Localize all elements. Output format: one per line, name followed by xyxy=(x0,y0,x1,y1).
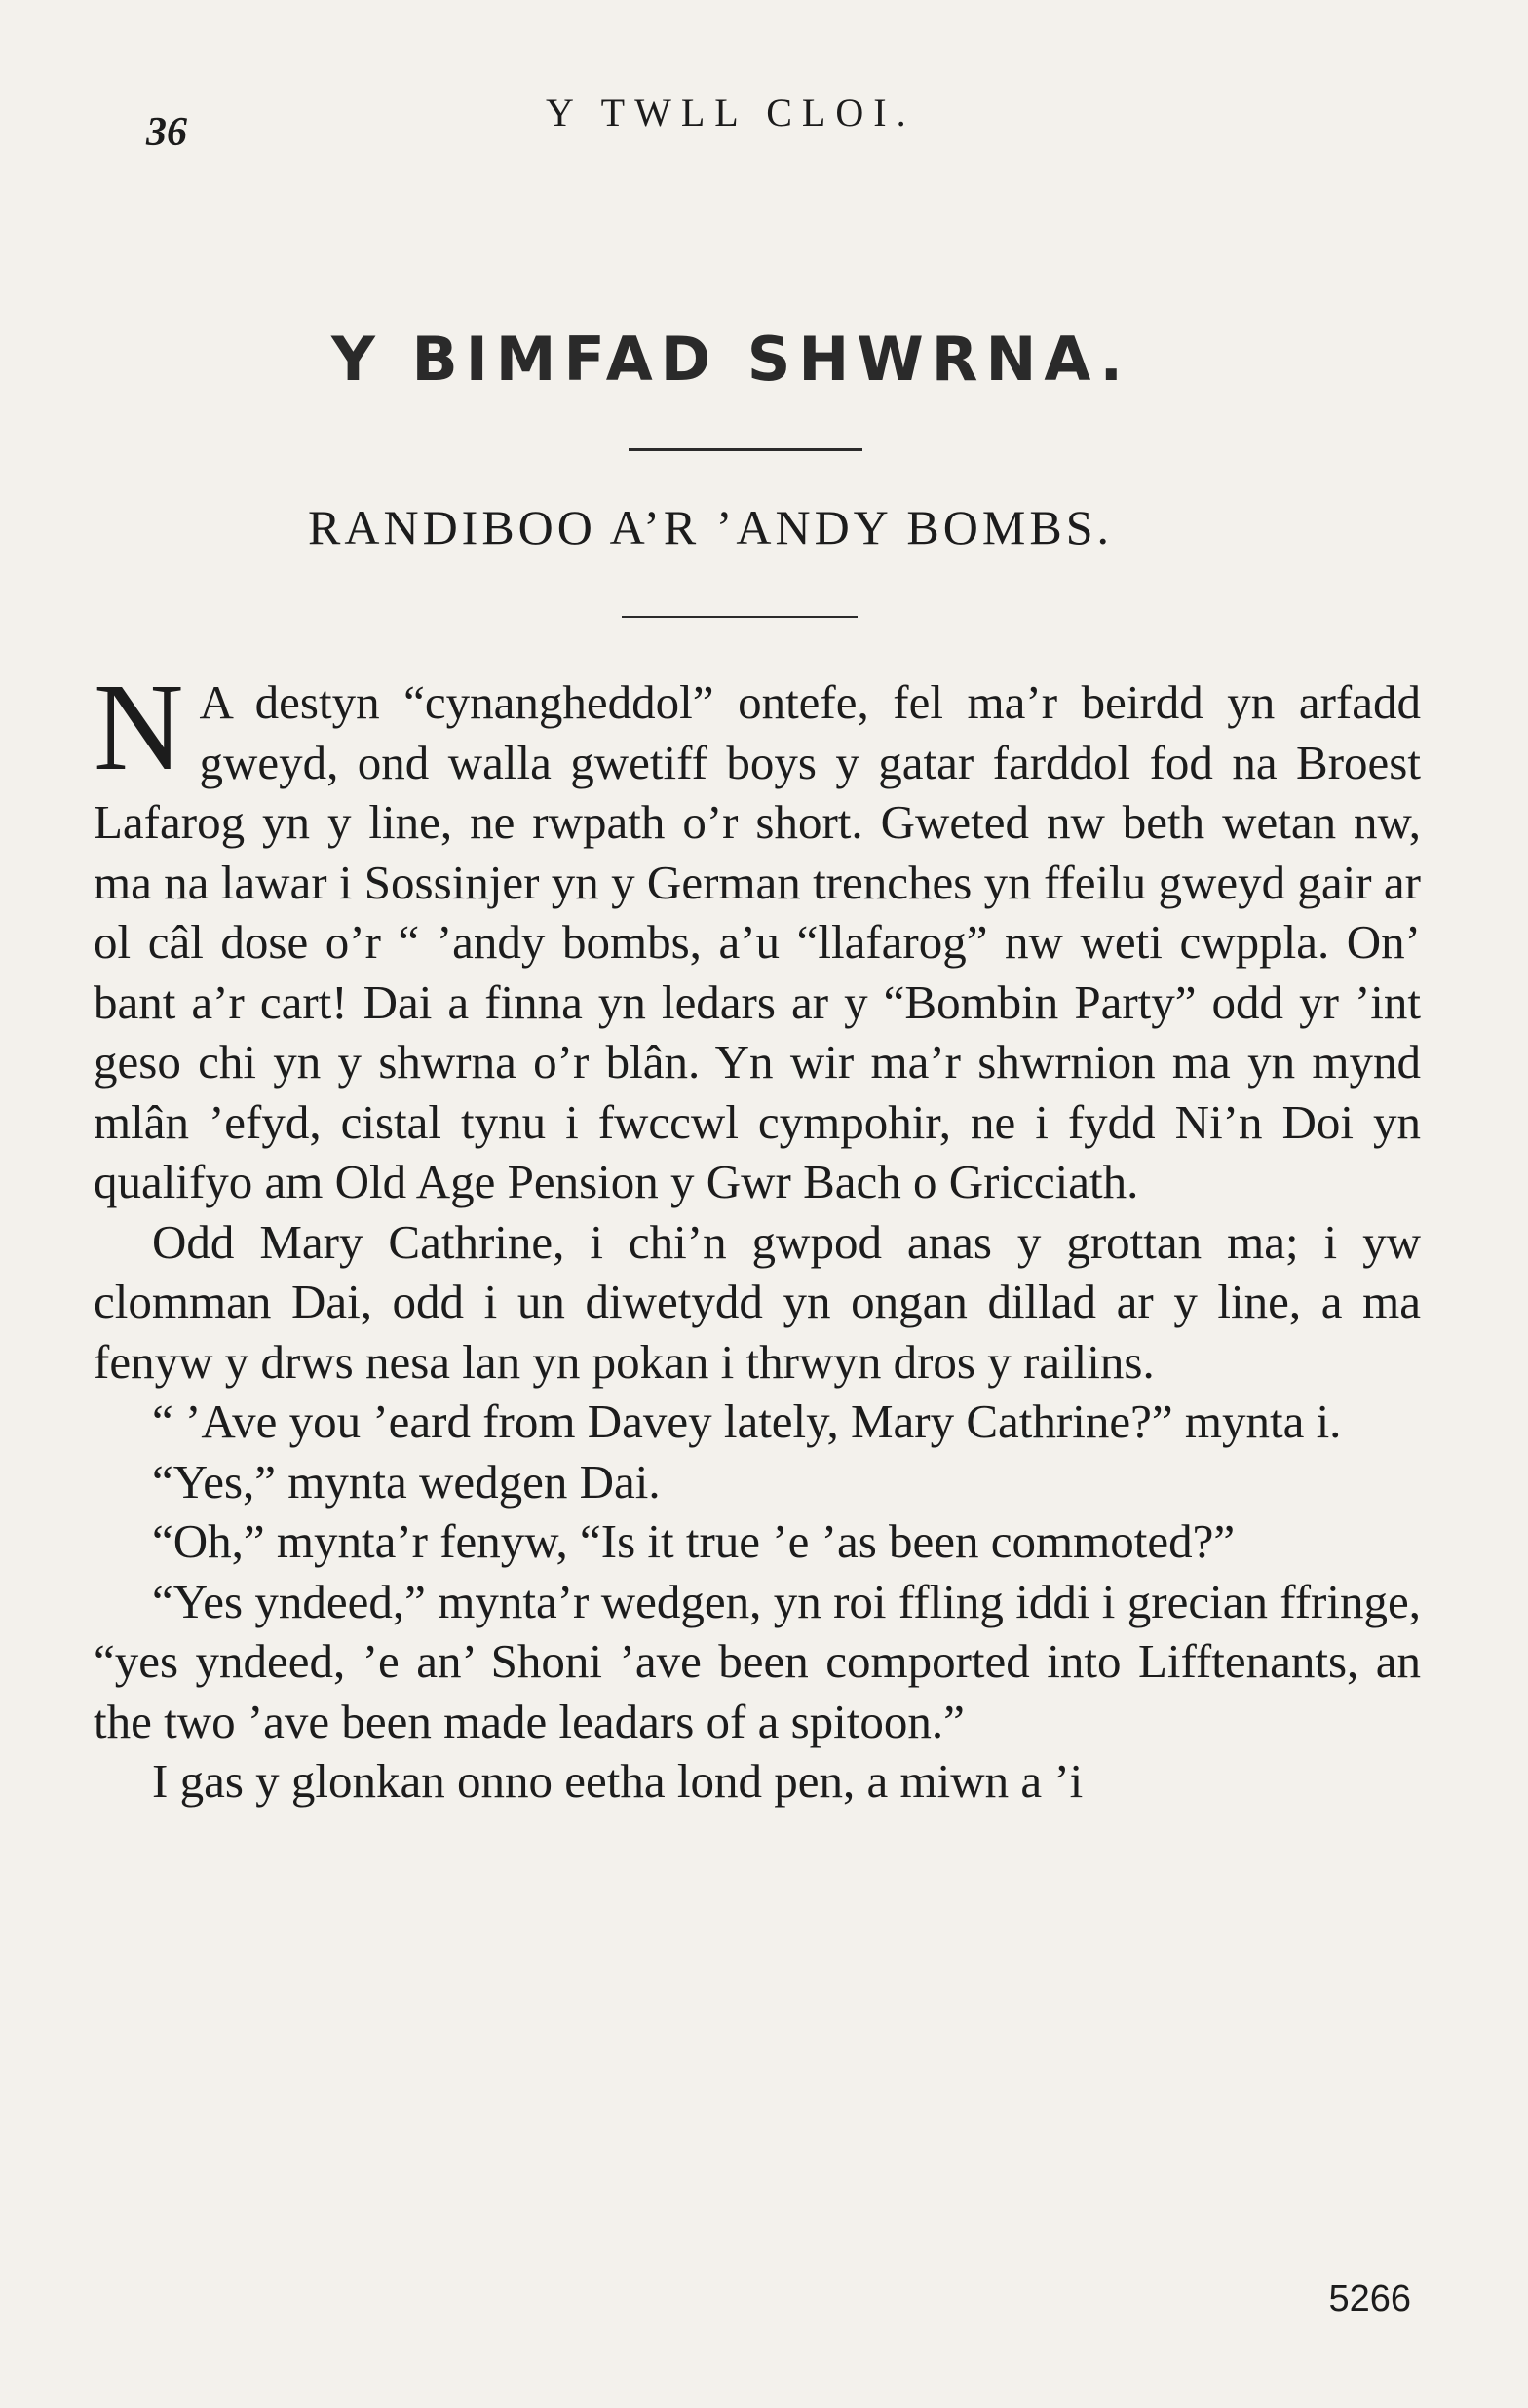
paragraph: “Oh,” mynta’r fenyw, “Is it true ’e ’as been commoted?” xyxy=(152,1514,1236,1568)
paragraph: “ ’Ave you ’eard from Davey lately, Mary Cathrine?” mynta i. xyxy=(152,1395,1342,1448)
paragraph xyxy=(94,658,1421,1212)
page-id-label: 5266 xyxy=(1328,2278,1411,2319)
running-title: Y TWLL CLOI. xyxy=(546,91,916,134)
paragraph: “Yes,” mynta wedgen Dai. xyxy=(152,1454,661,1509)
paragraph: I gas y glonkan onno eetha lond pen, a miwn a ’i xyxy=(152,1754,1084,1808)
page-number: 36 xyxy=(146,110,187,155)
section-title: Y BIMFAD SHWRNA. xyxy=(331,324,1131,395)
article-body xyxy=(94,658,1421,1812)
paragraph: Odd Mary Cathrine, i chi’n gwpod anas y grottan ma; i yw clomman Dai, odd i un diwetydd yn ongan dillad ar y line, a ma fenyw y drws nesa lan yn pokan i thrwyn dros y railins. xyxy=(94,1214,1421,1389)
divider-rule xyxy=(622,616,858,618)
paragraph-text: A destyn “cynangheddol” ontefe, fel ma’r beirdd yn arfadd gweyd, ond walla gwetiff boys y gatar farddol fod na Broest Lafarog yn y line, ne rwpath o’r short. Gweted nw beth wetan nw, ma na lawar i Sossinjer yn y German trenches yn ffeilu gweyd gair ar ol câl dose o’r “ ’andy bombs, a’u “llafarog” nw weti cwppla. On’ bant a’r cart! Dai a finna yn ledars ar y “Bombin Party” odd yr ’int geso chi yn y shwrna o’r blân. Yn wir ma’r shwrnion ma yn mynd mlân ’efyd, cistal tynu i fwccwl cympohir, ne i fydd Ni’n Doi yn qualifyo am Old Age Pension y Gwr Bach o Gricciath. xyxy=(94,675,1421,1208)
divider-rule xyxy=(629,448,862,451)
paragraph: “Yes yndeed,” mynta’r wedgen, yn roi ffling iddi i grecian ffringe, “yes yndeed, ’e an’ Shoni ’ave been comported into Lifftenants, an the two ’ave been made leadars of a spitoon.” xyxy=(94,1574,1421,1748)
article-subtitle: RANDIBOO A’R ’ANDY BOMBS. xyxy=(308,500,1114,554)
drop-cap: N xyxy=(94,658,184,796)
